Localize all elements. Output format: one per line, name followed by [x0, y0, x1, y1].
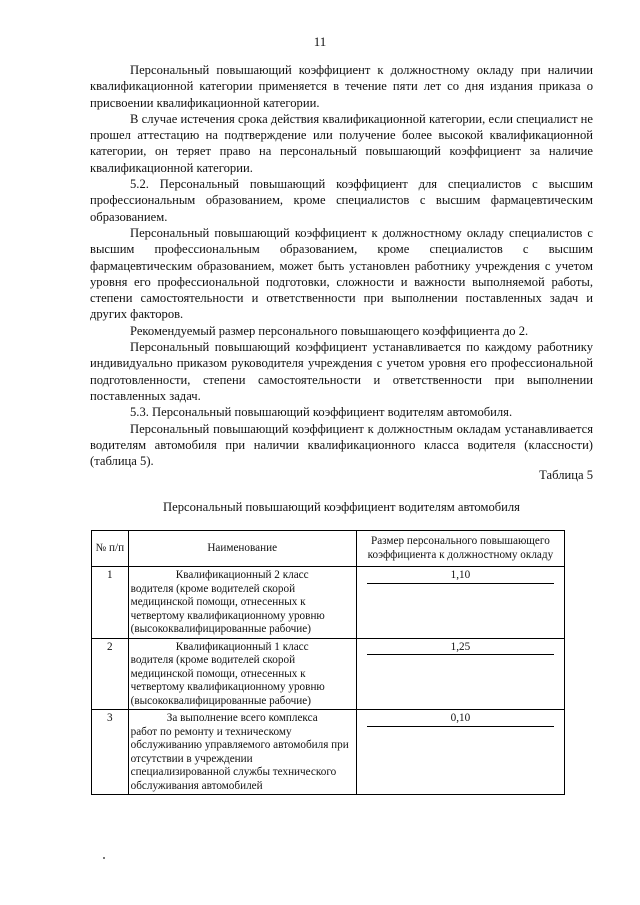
- row-value-cell: [356, 567, 564, 639]
- row-name: [128, 567, 356, 639]
- row-name: [128, 638, 356, 710]
- table-label: Таблица 5: [539, 468, 593, 482]
- row-name-first-line: За выполнение всего комплекса: [166, 712, 318, 724]
- row-value-cell: [356, 638, 564, 710]
- row-value-cell: [356, 710, 564, 795]
- row-name: [128, 710, 356, 795]
- table-header-row: [92, 531, 565, 567]
- paragraph: Рекомендуемый размер персонального повышающего коэффициента до 2.: [130, 323, 529, 338]
- scan-artifact: [103, 857, 105, 859]
- row-num: 3: [92, 710, 129, 795]
- paragraph: Персональный повышающий коэффициент к должностному окладу при наличии квалификационной категории применяется в течение пяти лет со дня издания приказа о присвоении квалификационной категории.: [90, 63, 593, 110]
- row-value: 0,10: [367, 712, 554, 727]
- paragraph: Персональный повышающий коэффициент устанавливается по каждому работнику индивидуально приказом руководителя учреждения с учетом уровня его профессиональной подготовленности, степени самостоятельности и ответственности при выполнении поставленных задач.: [90, 340, 593, 403]
- table-row: [92, 710, 565, 795]
- row-value: 1,25: [367, 641, 554, 656]
- row-name-rest: водителя (кроме водителей скорой медицинской помощи, отнесенных к четвертому квалификационному уровню (высококвалифицированные рабочие): [130, 654, 325, 707]
- table-title: Персональный повышающий коэффициент водителям автомобиля: [163, 500, 520, 514]
- header-value: Размер персонального повышающего коэффициента к должностному окладу: [356, 531, 564, 567]
- page-number: 11: [313, 34, 327, 49]
- paragraph-section-5-2: 5.2. Персональный повышающий коэффициент для специалистов с высшим профессиональным образованием, кроме специалистов с высшим фармацевтическим образованием.: [90, 177, 593, 224]
- row-name-first-line: Квалификационный 1 класс: [175, 640, 309, 653]
- paragraph: Персональный повышающий коэффициент к должностному окладу специалистов с высшим профессиональным образованием, кроме специалистов с высшим фармацевтическим образованием, может быть установлен работнику учреждения с учетом уровня его профессиональной подготовки, сложности и важности выполняемой работы, степени самостоятельности и ответственности при выполнении поставленных задач и других факторов.: [90, 225, 593, 322]
- row-value: 1,10: [367, 569, 554, 584]
- header-num: № п/п: [92, 531, 129, 567]
- table-row: [92, 638, 565, 710]
- paragraph-section-5-3: 5.3. Персональный повышающий коэффициент водителям автомобиля.: [130, 405, 513, 420]
- body-text: [90, 62, 593, 469]
- header-name: Наименование: [128, 531, 356, 567]
- row-name-rest: водителя (кроме водителей скорой медицинской помощи, отнесенных к четвертому квалификационному уровню (высококвалифицированные рабочие): [130, 582, 325, 635]
- row-name-first-line: Квалификационный 2 класс: [175, 569, 309, 581]
- coefficient-table: [91, 530, 565, 795]
- paragraph: Персональный повышающий коэффициент к должностным окладам устанавливается водителям автомобиля при наличии квалификационного класса водителя (классности) (таблица 5).: [90, 421, 593, 469]
- row-num: 2: [92, 638, 129, 710]
- row-name-rest: работ по ремонту и техническому обслуживанию управляемого автомобиля при отсутствии в учреждении специализированной службы технического обслуживания автомобилей: [130, 725, 349, 792]
- paragraph: В случае истечения срока действия квалификационной категории, если специалист не прошел аттестацию на подтверждение или получение более высокой квалификационной категории, он теряет право на персональный повышающий коэффициент за наличие квалификационной категории.: [90, 111, 593, 175]
- table-row: [92, 567, 565, 639]
- row-num: 1: [92, 567, 129, 639]
